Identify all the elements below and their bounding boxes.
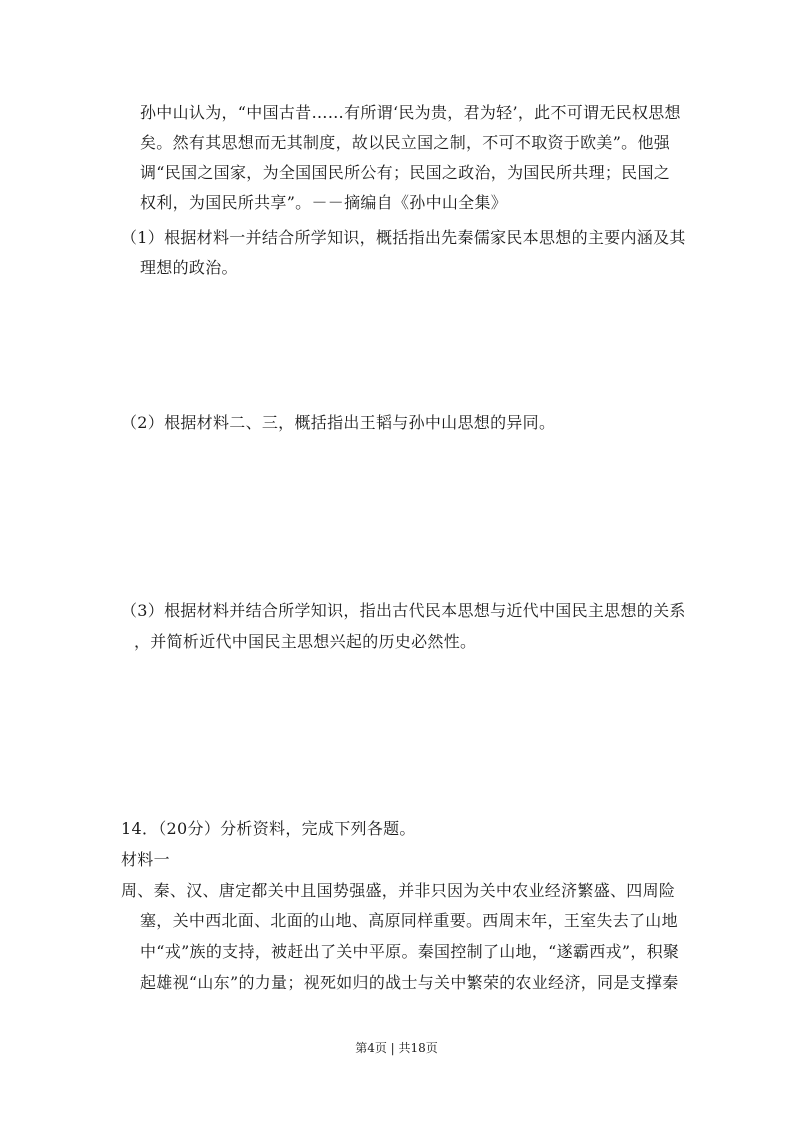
question-3-line-2: ，并简析近代中国民主思想兴起的历史必然性。 [134, 632, 477, 651]
question-2-line-1: （2）根据材料二、三，概括指出王韬与孙中山思想的异同。 [121, 413, 556, 432]
q14-line-1: 周、秦、汉、唐定都关中且国势强盛，并非只因为关中农业经济繁盛、四周险 [121, 881, 676, 900]
question-1-line-2: 理想的政治。 [140, 258, 238, 277]
question-3-line-1: （3）根据材料并结合所学知识，指出古代民本思想与近代中国民主思想的关系 [121, 601, 686, 620]
passage-line-4: 权利，为国民所共享”。－－摘编自《孙中山全集》 [140, 193, 508, 212]
question-1-line-1: （1）根据材料一并结合所学知识，概括指出先秦儒家民本思想的主要内涵及其 [121, 228, 686, 247]
passage-line-3: 调“民国之国家，为全国国民所公有；民国之政治，为国民所共理；民国之 [140, 163, 671, 182]
q14-line-3: 中“戎”族的支持，被赶出了关中平原。秦国控制了山地，“遂霸西戎”，积聚 [140, 942, 680, 961]
passage-line-2: 矣。然有其思想而无其制度，故以民立国之制，不可不取资于欧美”。他强 [140, 133, 671, 152]
q14-material-label: 材料一 [121, 850, 170, 869]
passage-line-1: 孙中山认为，“中国古昔……有所谓‘民为贵，君为轻’，此不可谓无民权思想 [140, 103, 681, 122]
q14-heading: 14．（20分）分析资料，完成下列各题。 [121, 819, 416, 838]
q14-line-4: 起雄视“山东”的力量；视死如归的战士与关中繁荣的农业经济，同是支撑秦 [140, 973, 679, 992]
page-footer: 第4页 | 共18页 [355, 1041, 438, 1055]
q14-line-2: 塞，关中西北面、北面的山地、高原同样重要。西周末年，王室失去了山地 [140, 911, 678, 930]
